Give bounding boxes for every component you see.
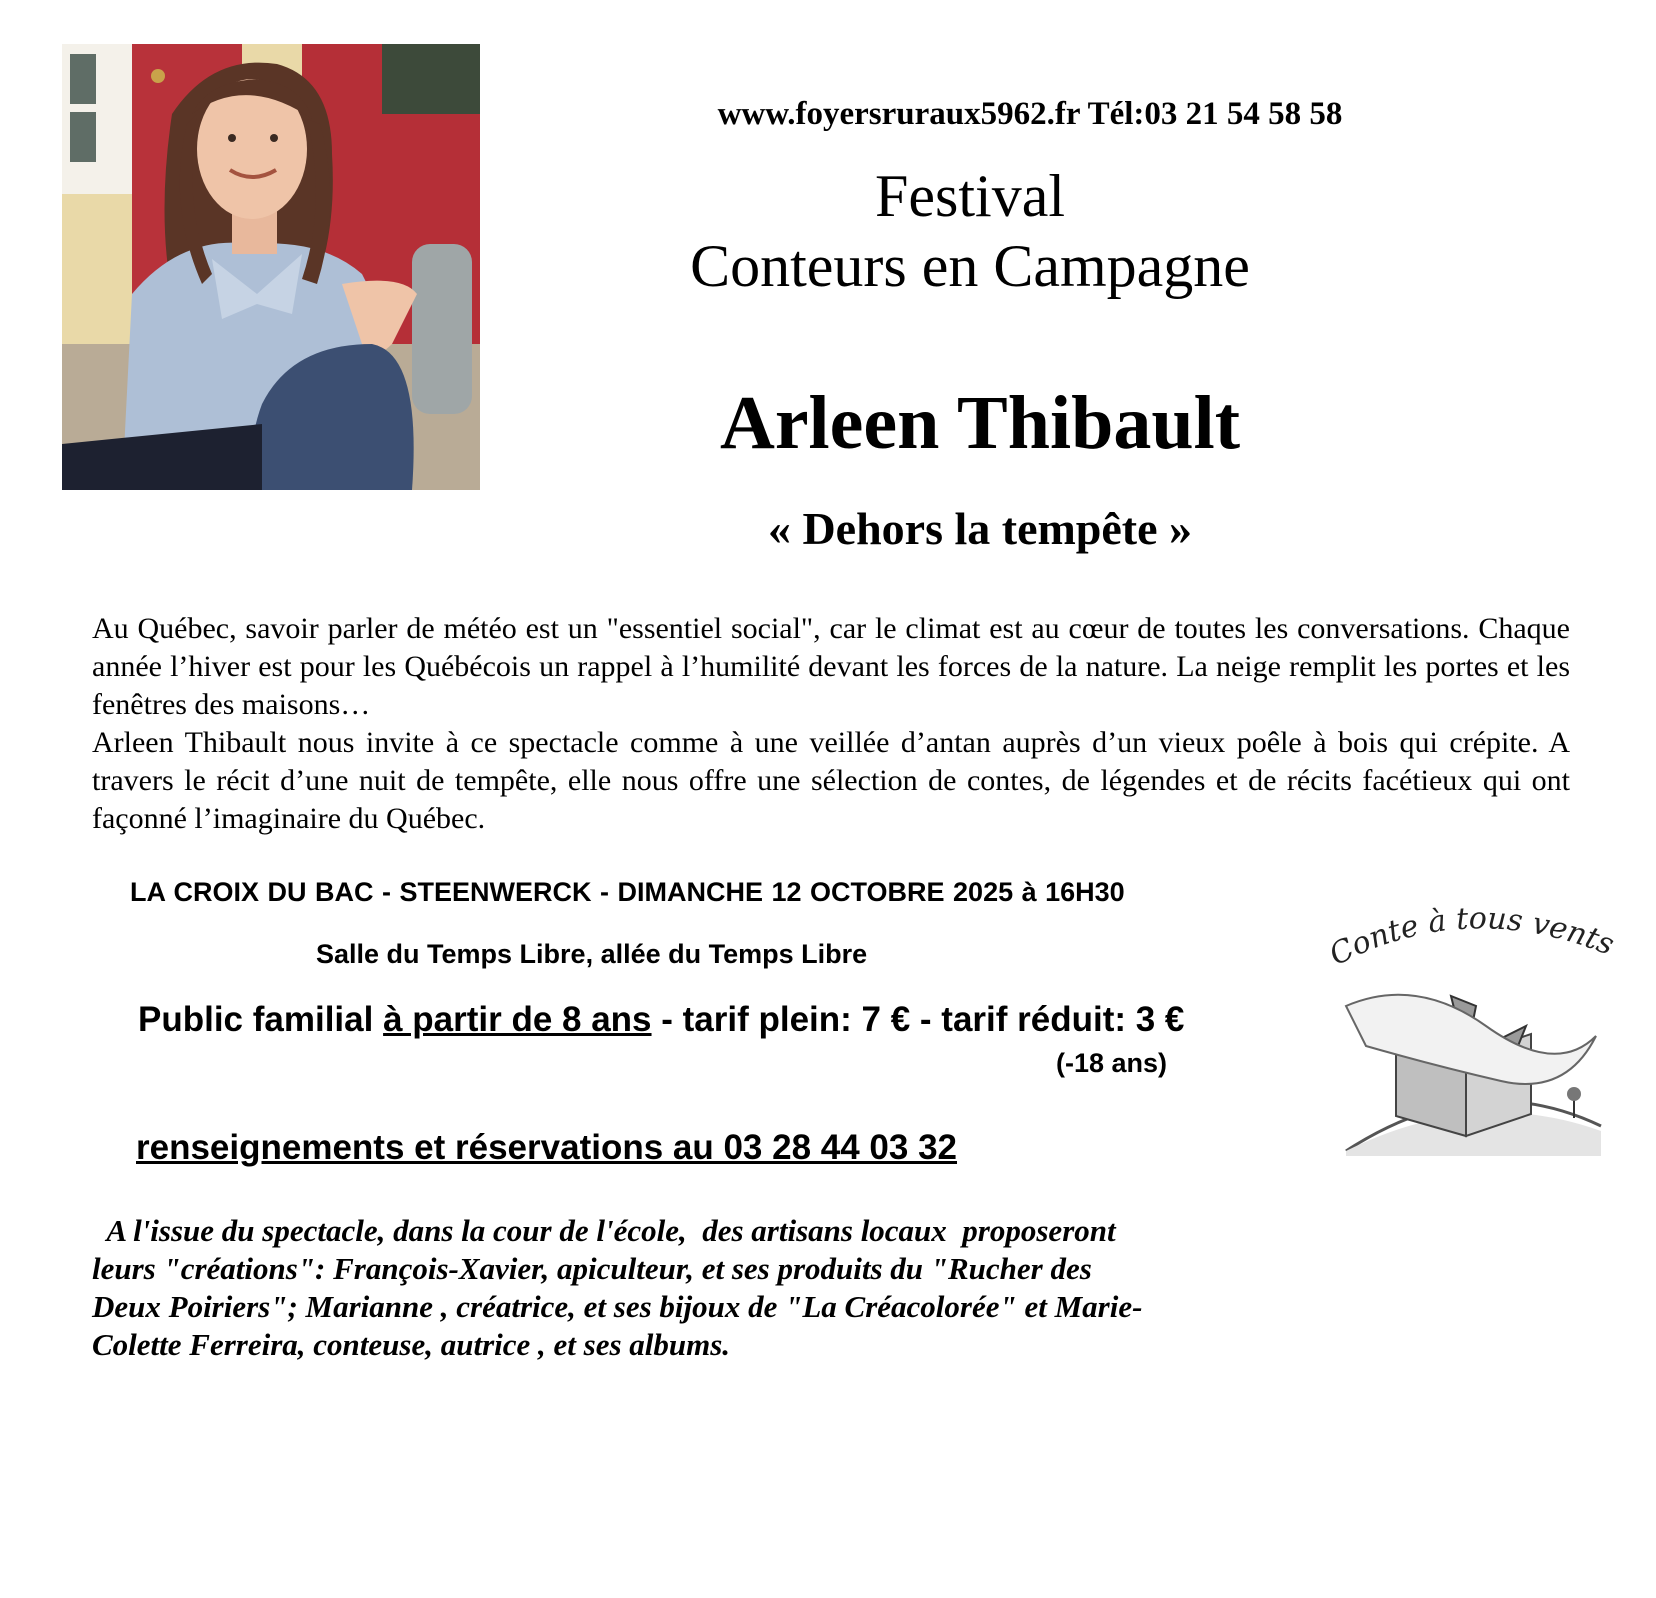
festival-title-line2: Conteurs en Campagne [690,233,1250,299]
closing-line-4: Colette Ferreira, conteuse, autrice , et ses albums. [92,1327,731,1362]
logo-illustration [1326,886,1616,1164]
description-paragraph-2: Arleen Thibault nous invite à ce spectacle comme à une veillée d’antan auprès d’un vieux poêle à bois qui crépite. A travers le récit d’une nuit de tempête, elle nous offre une sélection de contes, de légendes et de récits facétieux qui ont façonné l’imaginaire du Québec. [92,726,1570,835]
logo-text: Conte à tous vent [1326,901,1604,973]
pricing-age-limit: à partir de 8 ans [383,1000,652,1039]
pricing-tariffs: - tarif plein: 7 € - tarif réduit: 3 € [651,1000,1185,1039]
closing-line-3: Deux Poiriers"; Marianne , créatrice, et ses bijoux de "La Créacolorée" et Marie- [92,1289,1143,1324]
festival-title-line1: Festival [875,163,1065,229]
show-description [92,610,1570,838]
open-book-windmill-icon [1326,886,1616,1164]
pricing-prefix: Public familial [138,1000,384,1039]
contact-reservations: renseignements et réservations au 03 28 44 03 32 [136,1128,958,1167]
artist-portrait-photo [62,44,480,490]
show-title: « Dehors la tempête » [767,503,1193,554]
description-paragraph-1: Au Québec, savoir parler de météo est un "essentiel social", car le climat est au cœur de toutes les conversations. Chaque année l’hiver est pour les Québécois un rappel à l’humilité devant les forces de la nature. La neige remplit les portes et les fenêtres des maisons… [92,612,1570,721]
closing-line-2: leurs "créations": François-Xavier, apiculteur, et ses produits du "Rucher des [92,1251,1092,1286]
pricing-line [138,1000,1338,1040]
artist-name: Arleen Thibault [719,381,1241,465]
portrait-illustration [62,44,480,490]
website-phone-line: www.foyersruraux5962.fr Tél:03 21 54 58 58 [717,96,1343,132]
closing-line-1: A l'issue du spectacle, dans la cour de l'école, des artisans locaux proposeront [92,1213,1116,1248]
pricing-note: (-18 ans) [1056,1048,1168,1078]
event-venue: Salle du Temps Libre, allée du Temps Libre [316,939,868,969]
event-location-date: LA CROIX DU BAC - STEENWERCK - DIMANCHE 12 OCTOBRE 2025 à 16H30 [130,877,1125,907]
closing-artisans-note [92,1212,1522,1364]
